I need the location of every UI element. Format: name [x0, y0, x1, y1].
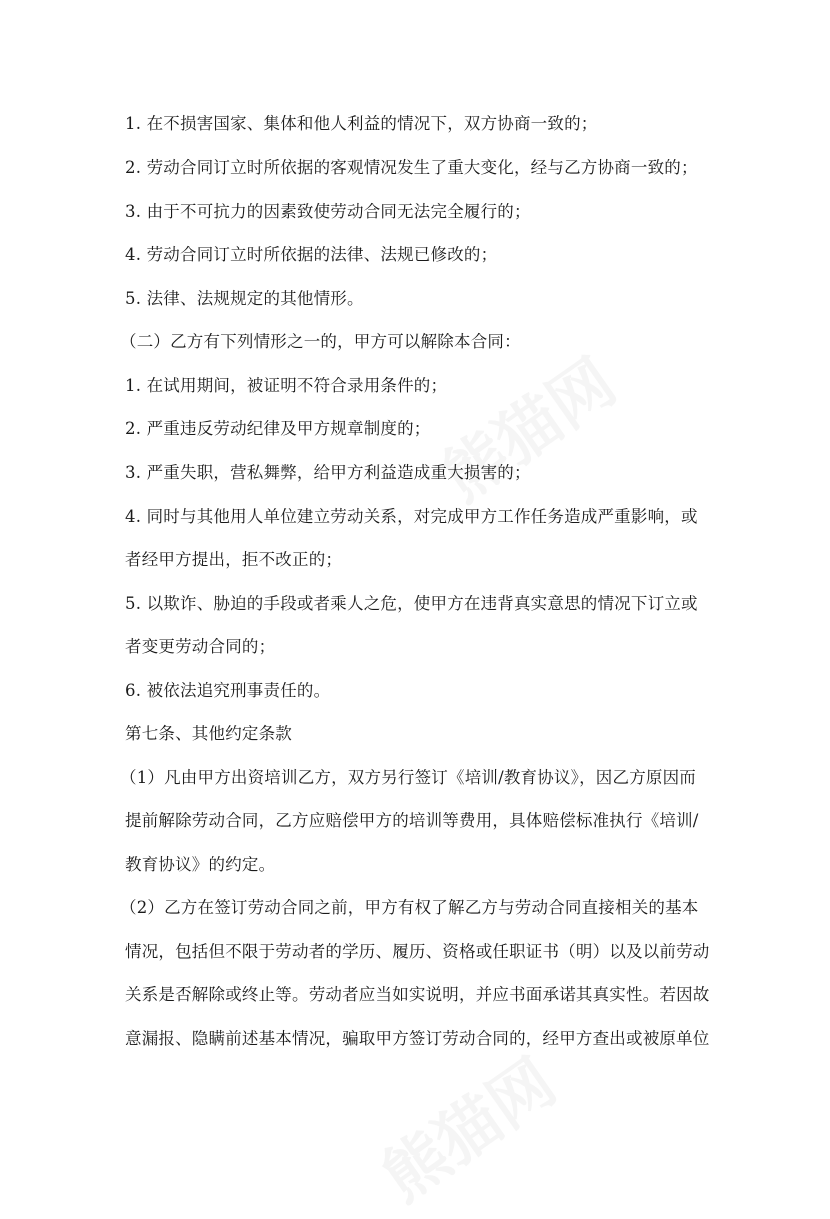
text-line: （二）乙方有下列情形之一的，甲方可以解除本合同： — [120, 332, 521, 351]
watermark: 熊猫网 — [429, 345, 630, 517]
text-line: 6. 被依法追究刑事责任的。 — [125, 681, 331, 700]
text-line: （1）凡由甲方出资培训乙方，双方另行签订《培训/教育协议》，因乙方原因而 — [120, 768, 697, 787]
text-line: 提前解除劳动合同，乙方应赔偿甲方的培训等费用，具体赔偿标准执行《培训/ — [125, 811, 699, 830]
text-line: 3. 由于不可抗力的因素致使劳动合同无法完全履行的； — [125, 202, 531, 221]
text-line: 4. 劳动合同订立时所依据的法律、法规已修改的； — [125, 245, 498, 264]
text-line: 者经甲方提出，拒不改正的； — [125, 550, 343, 569]
section-heading: 第七条、其他约定条款 — [125, 724, 292, 743]
watermark: 熊猫网 — [369, 1045, 570, 1217]
text-line: 2. 劳动合同订立时所依据的客观情况发生了重大变化，经与乙方协商一致的； — [125, 158, 698, 177]
text-line: （2）乙方在签订劳动合同之前，甲方有权了解乙方与劳动合同直接相关的基本 — [120, 898, 699, 917]
text-line: 关系是否解除或终止等。劳动者应当如实说明，并应书面承诺其真实性。若因故 — [125, 985, 710, 1004]
text-line: 者变更劳动合同的； — [125, 637, 276, 656]
text-line: 教育协议》的约定。 — [125, 855, 276, 874]
text-line: 1. 在不损害国家、集体和他人利益的情况下，双方协商一致的； — [125, 114, 598, 133]
text-line: 5. 以欺诈、胁迫的手段或者乘人之危，使甲方在违背真实意思的情况下订立或 — [125, 594, 698, 613]
text-line: 意漏报、隐瞒前述基本情况，骗取甲方签订劳动合同的，经甲方查出或被原单位 — [125, 1029, 710, 1048]
text-line: 5. 法律、法规规定的其他情形。 — [125, 289, 364, 308]
text-line: 3. 严重失职，营私舞弊，给甲方利益造成重大损害的； — [125, 463, 531, 482]
text-line: 4. 同时与其他用人单位建立劳动关系，对完成甲方工作任务造成严重影响，或 — [125, 507, 698, 526]
text-line: 情况，包括但不限于劳动者的学历、履历、资格或任职证书（明）以及以前劳动 — [125, 942, 710, 961]
text-line: 1. 在试用期间，被证明不符合录用条件的； — [125, 376, 448, 395]
text-line: 2. 严重违反劳动纪律及甲方规章制度的； — [125, 419, 431, 438]
